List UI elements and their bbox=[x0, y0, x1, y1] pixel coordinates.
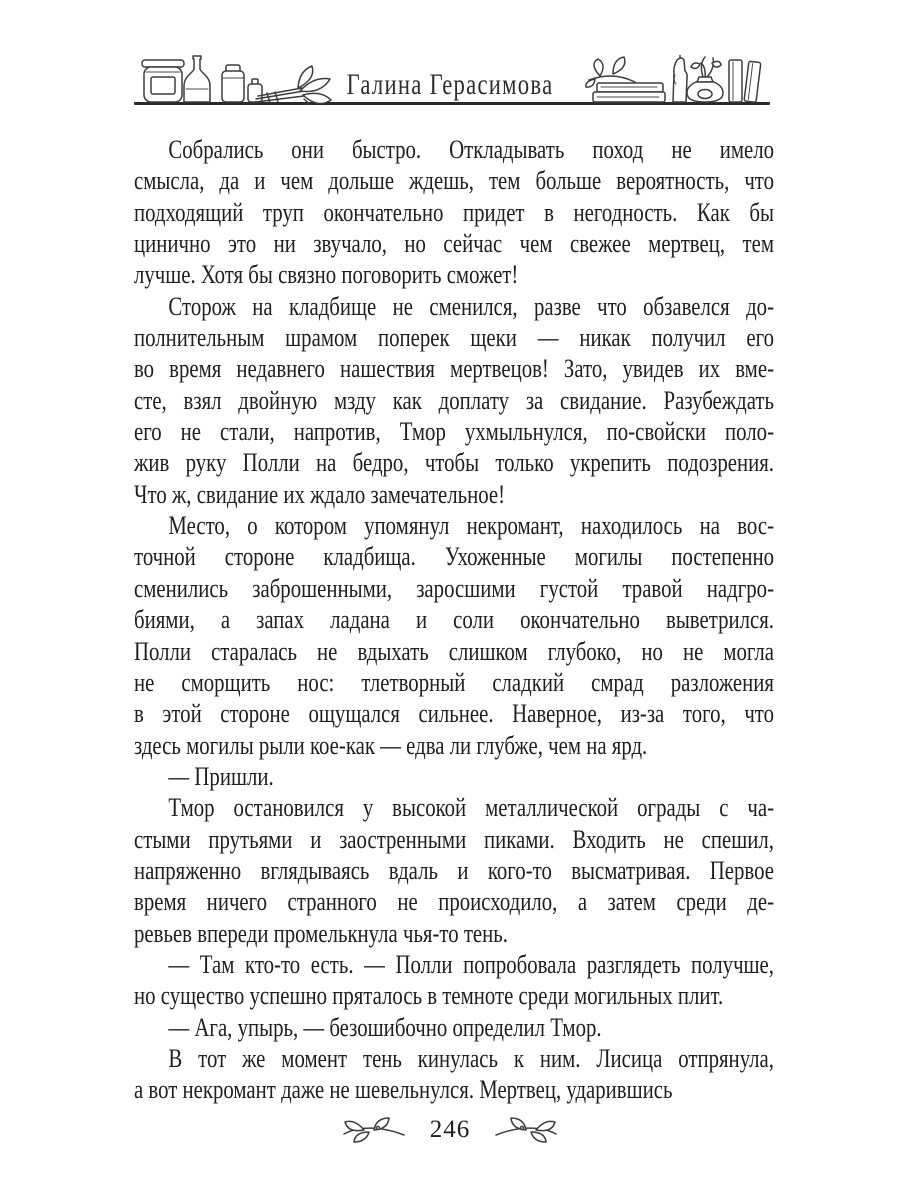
text-line: в этой стороне ощущался сильнее. Наверное, из-за того, что bbox=[134, 699, 774, 729]
text-line: здесь могилы рыли кое-как — едва ли глубже, чем на ярд. bbox=[134, 730, 648, 760]
text-line: напряженно вглядываясь вдаль и кого-то высматривая. Первое bbox=[134, 855, 774, 885]
text-line: Собрались они быстро. Откладывать поход не имело bbox=[168, 135, 774, 164]
text-line: Тмор остановился у высокой металлической ограды с ча- bbox=[168, 793, 774, 823]
text-line: ревьев впереди промелькнула чья-то тень. bbox=[134, 918, 508, 948]
author-name: Галина Герасимова bbox=[346, 68, 554, 101]
text-line: В тот же момент тень кинулась к ним. Лисица отпрянула, bbox=[168, 1043, 774, 1073]
text-line: точной стороне кладбища. Ухоженные могилы постепенно bbox=[134, 542, 774, 572]
text-line: цинично это ни звучало, но сейчас чем свежее мертвец, тем bbox=[134, 229, 774, 259]
page-footer bbox=[0, 1114, 900, 1146]
text-line: жив руку Полли на бедро, чтобы только укрепить подозрения. bbox=[134, 448, 774, 478]
text-line: — Пришли. bbox=[168, 761, 274, 791]
text-line: лучше. Хотя бы связно поговорить сможет! bbox=[134, 260, 519, 290]
text-line: Сторож на кладбище не сменился, разве что обзавелся до- bbox=[168, 291, 774, 321]
page-number: 246 bbox=[429, 1116, 471, 1143]
text-block bbox=[134, 134, 774, 1106]
leaf-ornament-left-icon bbox=[342, 1117, 406, 1143]
text-line: сте, взял двойную мзду как доплату за свидание. Разубеждать bbox=[134, 385, 774, 415]
text-line: подходящий труп окончательно придет в негодность. Как бы bbox=[134, 197, 774, 227]
text-line: стыми прутьями и заостренными пиками. Входить не спешил, bbox=[134, 824, 774, 854]
leaf-ornament-right-icon bbox=[494, 1117, 558, 1143]
text-line: а вот некромант даже не шевельнулся. Мертвец, ударившись bbox=[134, 1075, 673, 1105]
text-line: его не стали, напротив, Тмор ухмыльнулся, по-свойски поло- bbox=[134, 417, 774, 447]
text-line: биями, а запах ладана и соли окончательно выветрился. bbox=[134, 605, 774, 635]
text-line: сменились заброшенными, заросшими густой травой надгро- bbox=[134, 573, 774, 603]
text-line: во время недавнего нашествия мертвецов! Зато, увидев их вме- bbox=[134, 354, 774, 384]
text-line: не сморщить нос: тлетворный сладкий смрад разложения bbox=[134, 667, 774, 697]
text-line: — Ага, упырь, — безошибочно определил Тмор. bbox=[168, 1012, 602, 1042]
text-line: но существо успешно пряталось в темноте среди могильных плит. bbox=[134, 981, 724, 1011]
text-line: время ничего странного не происходило, а затем среди де- bbox=[134, 887, 774, 917]
text-line: смысла, да и чем дольше ждешь, тем больше вероятность, что bbox=[134, 166, 774, 196]
text-line: полнительным шрамом поперек щеки — никак получил его bbox=[134, 323, 774, 353]
text-line: Что ж, свидание их ждало замечательное! bbox=[134, 479, 506, 509]
text-line: Место, о котором упомянул некромант, находилось на вос- bbox=[168, 511, 774, 541]
text-line: — Там кто-то есть. — Полли попробовала разглядеть получше, bbox=[168, 949, 774, 979]
text-line: Полли старалась не вдыхать слишком глубоко, но не могла bbox=[134, 636, 774, 666]
